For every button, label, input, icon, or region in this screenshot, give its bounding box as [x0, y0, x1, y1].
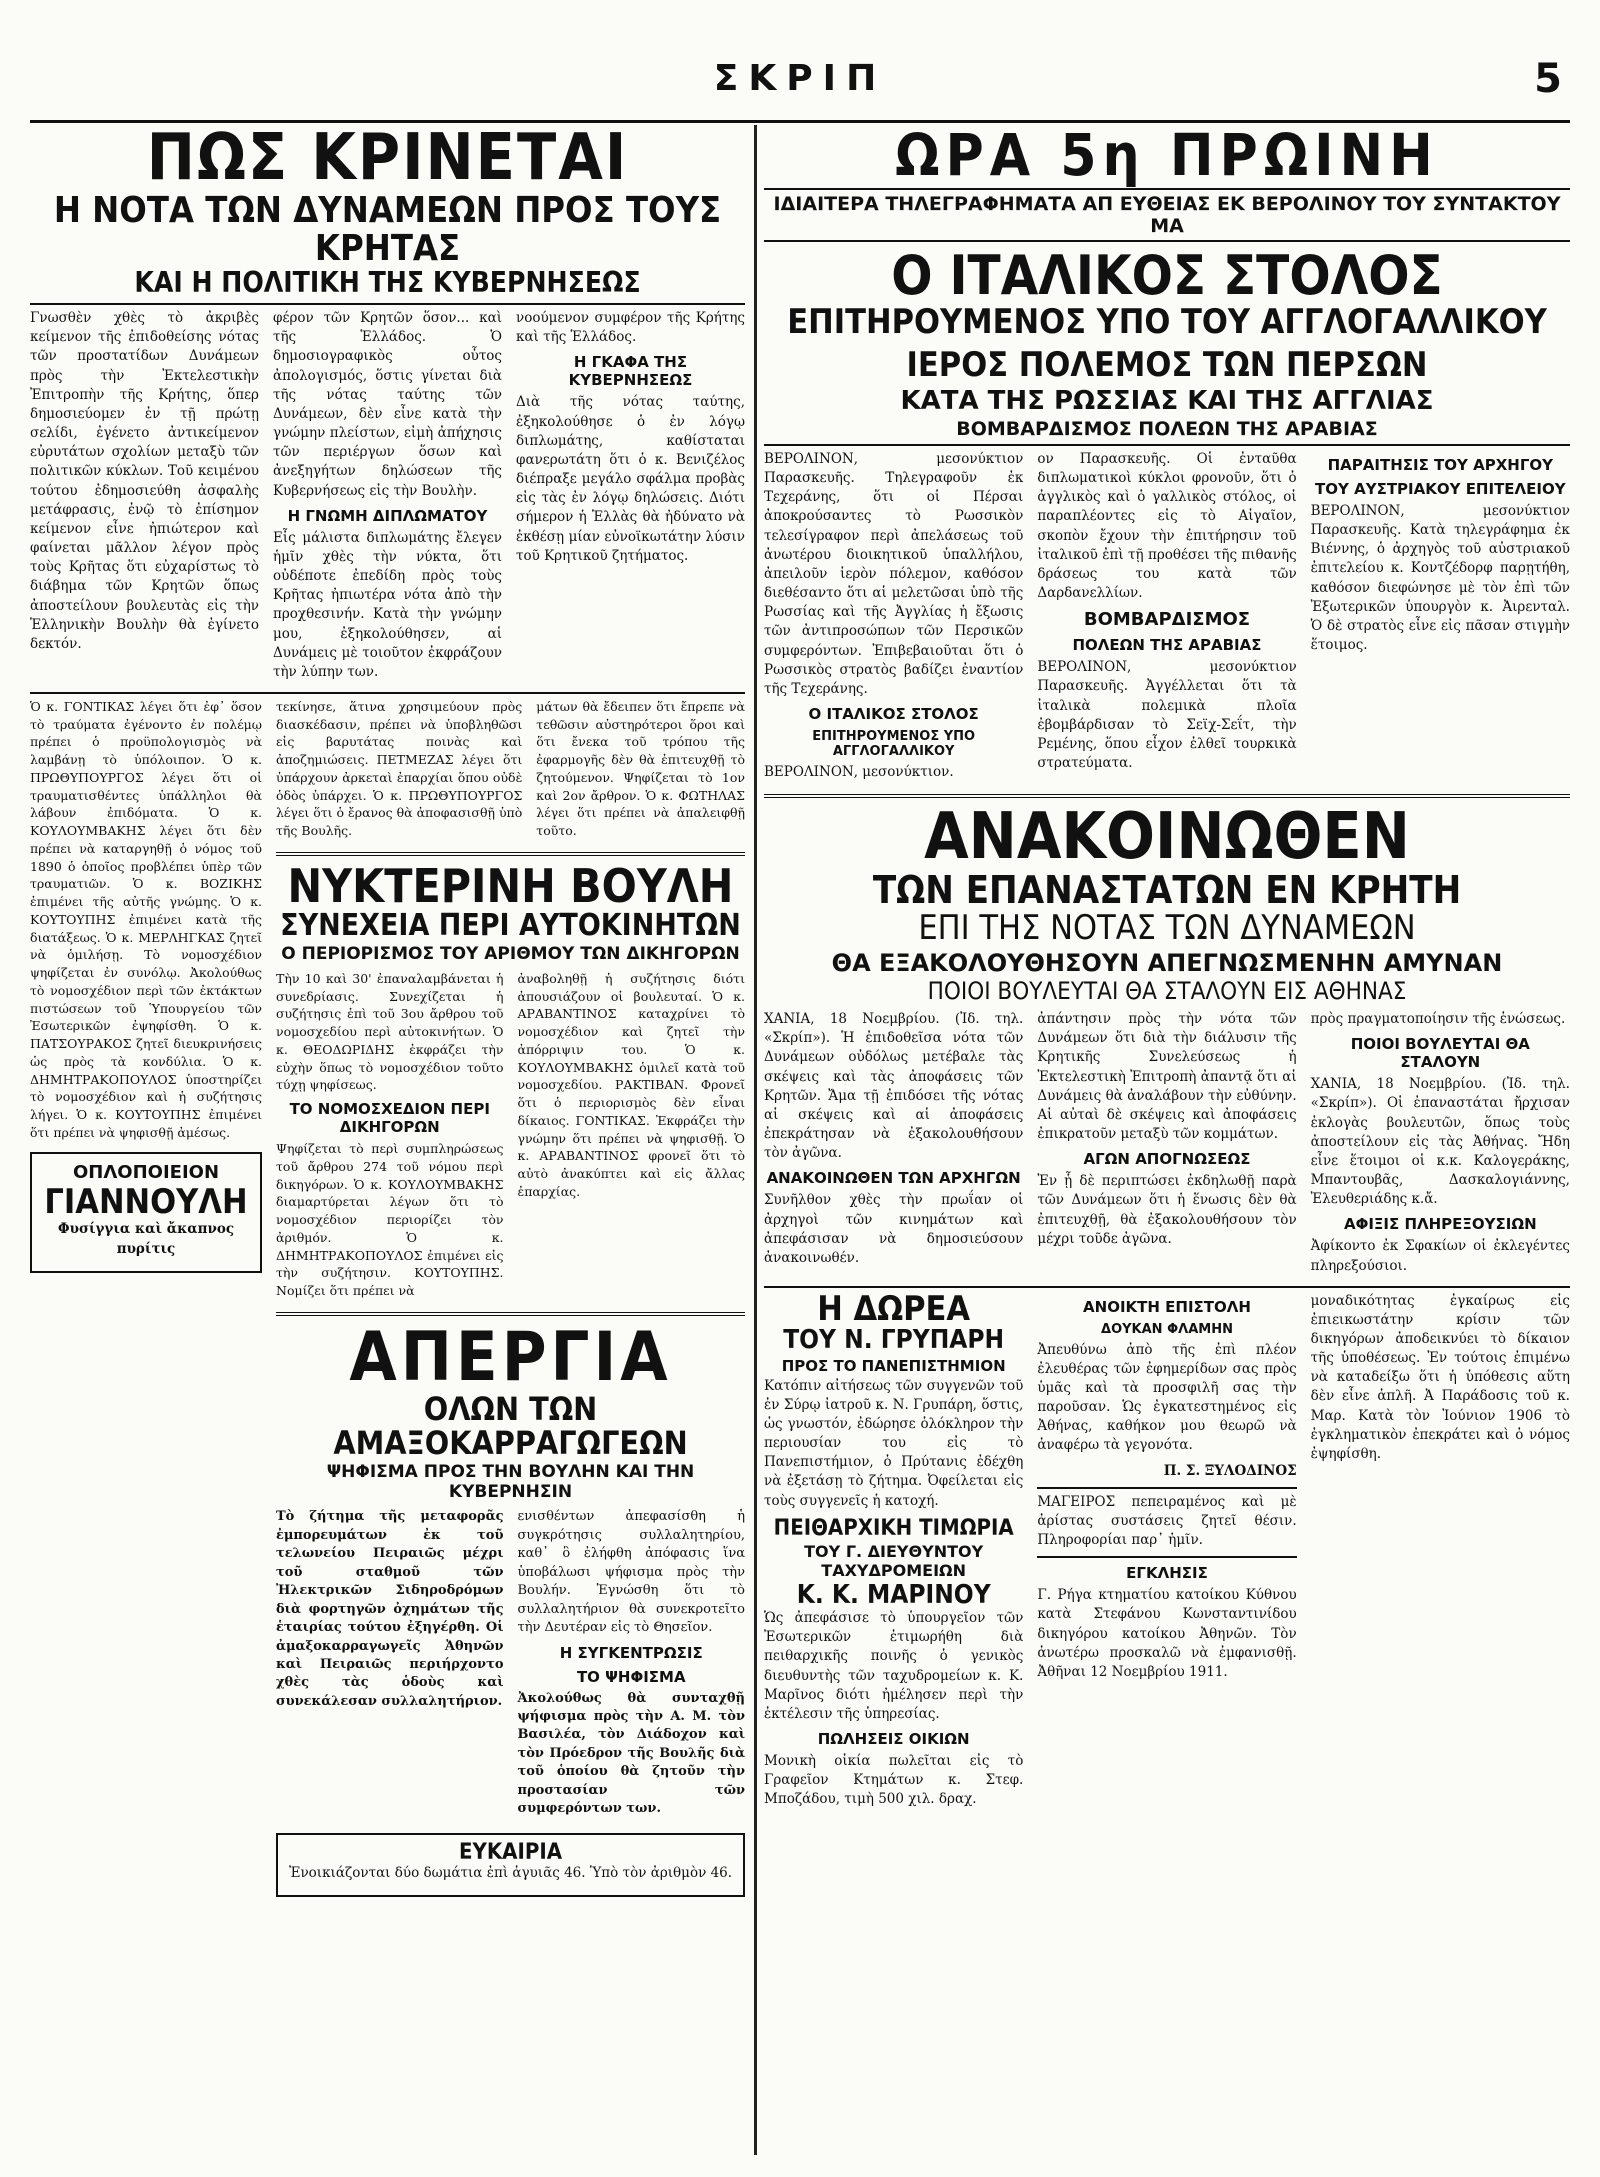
ad-name: ΓΙΑΝΝΟΥΛΗ	[44, 1181, 248, 1222]
section-heading: Ο ΙΤΑΛΙΚΟΣ ΣΤΟΛΟΣ	[808, 704, 979, 723]
article-text: πρὸς πραγματοποίησιν τῆς ἑνώσεως.	[1310, 1011, 1566, 1028]
signature: Π. Σ. ΞΥΛΟΔΙΝΟΣ	[1163, 1462, 1297, 1479]
far-right-column	[1311, 1292, 1570, 1816]
classified-text: ΜΑΓΕΙΡΟΣ πεπειραμένος καὶ μὲ ἀρίστας συστάσεις ζητεῖ θέσιν. Πληροφορίαι παρ᾽ ἡμῖν.	[1037, 1493, 1297, 1549]
section-heading: ΕΠΙΤΗΡΟΥΜΕΝΟΣ ΥΠΟ ΑΓΓΛΟΓΑΛΛΙΚΟΥ	[812, 728, 976, 759]
mid-column	[276, 698, 745, 1905]
ad-opportunity	[276, 1833, 745, 1897]
section-heading: ΠΟΙΟΙ ΒΟΥΛΕΥΤΑΙ ΘΑ ΣΤΑΛΟΥΝ	[1350, 1035, 1530, 1072]
headline-strike: ΑΠΕΡΓΙΑ	[349, 1317, 672, 1397]
strike-article	[276, 1508, 745, 1824]
section-heading: ΒΟΜΒΑΡΔΙΣΜΟΣ	[1083, 609, 1251, 631]
section-heading: ΑΦΙΞΙΣ ΠΛΗΡΕΞΟΥΣΙΩΝ	[1343, 1215, 1537, 1234]
article-text: ΒΕΡΟΛΙΝΟΝ, μεσονύκτιον Παρασκευῆς. Τηλεγραφοῦν ἐκ Τεχεράνης, ὅτι οἱ Πέρσαι ἀποκρούσαντες τὸ Ρωσσικὸν τελεσίγραφον περὶ ἀπελάσεως τοῦ ἀνωτέρου διοικητικοῦ ὑπαλλήλου, ἀπειλοῦν ἱερὸν πόλεμον, καθόσον διεθέσαντο ὅτι αἱ μελετῶσαι ὑπὸ τῆς Ρωσσίας καὶ τῆς Ἀγγλίας ἡ ἔξωσις τῶν ἀντιπροσώπων τῶν Περσικῶν συμφερόντων. Ἐπιβεβαιοῦται ὅτι ὁ Ρωσσικὸς στρατὸς βαδίζει ἐναντίον τῆς Τεχεράνης.	[764, 450, 1024, 697]
subhead-carters: ΟΛΩΝ ΤΩΝ ΑΜΑΞΟΚΑΡΡΑΓΩΓΕΩΝ	[333, 1390, 688, 1462]
section-heading: ΠΟΛΕΩΝ ΤΗΣ ΑΡΑΒΙΑΣ	[1072, 636, 1262, 655]
page-number: 5	[1534, 56, 1562, 102]
article-text: Γνωσθὲν χθὲς τὸ ἀκριβὲς κείμενον τῆς ἐπιδοθείσης νότας τῶν προστατίδων Δυνάμεων πρὸς τὴν Ἐκτελεστικὴν Ἐπιτροπὴν τῆς Κρήτης, ὅπερ δημοσιεύομεν ἐν τῇ πρώτῃ σελίδι, ἐγένετο ἀντικείμενον εὐρυτάτων σχολίων μεταξὺ τῶν πολιτικῶν κύκλων. Τοῦ κειμένου τούτου ἐδημοσιεύθη ἀσφαλὴς μετάφρασις, ἐνῷ τὸ ἐπίσημον κείμενον εἶνε ἠπιώτερον καὶ φαίνεται μᾶλλον λέγον πρὸς τοὺς Κρῆτας ὅτι εὐχαρίστως τὸ διάβημα τῶν Κρητῶν ὅπως ἀποστείλουν βουλευτὰς εἰς τὴν Ἑλληνικὴν Βουλὴν θὰ ἐγίνετο δεκτόν.	[30, 310, 259, 652]
subhead-lawyers: Ο ΠΕΡΙΟΡΙΣΜΟΣ ΤΟΥ ΑΡΙΘΜΟΥ ΤΩΝ ΔΙΚΗΓΟΡΩΝ	[281, 943, 740, 964]
announcement-article	[764, 1010, 1570, 1282]
headline-gift: Η ΔΩΡΕΑ	[817, 1288, 971, 1329]
parliament-proceedings	[30, 698, 262, 1905]
article-text: μοναδικότητας ἐγκαίρως εἰς ἐπιεικωστάτην κρίσιν τῶν δικηγόρων ἀποδεικνύει τὸ δίκαιον τῆς ὑποθέσεως. Ἐν τούτοις ἐπιμένω νὰ καταδείξω ὅτι ἡ ὑπόθεσις αὕτη δὲν εἶνε ἁπλῆ. Ἀ Παράδοσις τοῦ κ. Μαρ. Κατὰ τὸν Ἰούνιον 1906 τὸ ἐγκληματικὸν ἐπεκράτει καὶ ὁ νόμος ἐψηφίσθη.	[1310, 1292, 1570, 1462]
headline-5am: ΩΡΑ 5η ΠΡΩΙΝΗ	[895, 125, 1439, 189]
ad-title: ΟΠΛΟΠΟΙΕΙΟΝ	[72, 1161, 220, 1183]
ad-gunsmith	[30, 1152, 262, 1273]
ad-title: ΕΥΚΑΙΡΙΑ	[458, 1839, 563, 1865]
article-text: Τὴν 10 καὶ 30' ἐπαναλαμβάνεται ἡ συνεδρίασις. Συνεχίζεται ἡ συζήτησις ἐπὶ τοῦ 3ου ἄρθρου τοῦ νομοσχεδίου περὶ αὐτοκινήτων. Ὁ κ. ΘΕΟΔΩΡΙΔΗΣ ἐκφράζει τὴν εὐχὴν ὅπως τὸ νομοσχέδιον τοῦτο τύχῃ ψηφίσεως.	[276, 970, 504, 1093]
subhead-resolution: ΨΗΦΙΣΜΑ ΠΡΟΣ ΤΗΝ ΒΟΥΛΗΝ ΚΑΙ ΤΗΝ ΚΥΒΕΡΝΗΣΙΝ	[326, 1462, 695, 1503]
article-text: Ἀκολούθως θὰ συνταχθῇ ψήφισμα πρὸς τὴν Α. Μ. τὸν Βασιλέα, τὸν Διάδοχον καὶ τὸν Πρόεδρον τῆς Βουλῆς διὰ τοῦ ὁποίου θὰ ζητοῦν τὴν προστασίαν τῶν συμφερόντων των.	[517, 1690, 745, 1817]
subhead-university: ΠΡΟΣ ΤΟ ΠΑΝΕΠΙΣΤΗΜΙΟΝ	[781, 1356, 1006, 1375]
divider	[764, 444, 1570, 446]
newspaper-title: ΣΚΡΙΠ	[713, 58, 887, 99]
article-text: Γ. Ρήγα κτηματίου κατοίκου Κύθνου κατὰ Στεφάνου Κωνσταντινίδου δικηγόρου κατοίκου Ἀθηνῶν. Τὸν ἀνωτέρω προσκαλῶ νὰ ἐμφανισθῇ. Ἀθῆναι 12 Νοεμβρίου 1911.	[1037, 1587, 1297, 1680]
right-section	[764, 125, 1570, 2155]
article-text: ἀναβοληθῇ ἡ συζήτησις διότι ἀπουσιάζουν οἱ βουλευταί. Ὁ κ. ΑΡΑΒΑΝΤΙΝΟΣ καταχρίνει τὸ νομοσχέδιον καὶ ζητεῖ τὴν ἀπόρριψιν του. Ὁ κ. ΚΟΥΛΟΥΜΒΑΚΗΣ ὁμιλεῖ κατὰ τοῦ νομοσχεδίου. ΡΑΚΤΙΒΑΝ. Φρονεῖ ὅτι ὁ περιορισμὸς δὲν εἶναι δίκαιος. ΓΟΝΤΙΚΑΣ. Ἐκφράζει τὴν γνώμην ὅτι πρέπει νὰ ψηφισθῇ. Ὁ κ. ΑΡΑΒΑΝΤΙΝΟΣ φρονεῖ ὅτι τὸ αὐτὸ ἀνακύπτει καὶ εἰς ἄλλας ἐπαρχίας.	[517, 970, 745, 1199]
subhead-note-powers: Η ΝΟΤΑ ΤΩΝ ΔΥΝΑΜΕΩΝ ΠΡΟΣ ΤΟΥΣ ΚΡΗΤΑΣ	[53, 190, 722, 269]
column-divider	[754, 125, 757, 2155]
headline-italian-fleet: Ο ΙΤΑΛΙΚΟΣ ΣΤΟΛΟΣ	[891, 243, 1443, 307]
article-text: τεκίνησε, ἅτινα χρησιμεύουν πρὸς διασκέδασιν, πρέπει νὰ ὑποβληθῶσι εἰς βαρυτάτας ποινὰς καὶ ἀποζημιώσεις. ΠΕΤΜΕΖΑΣ λέγει ὅτι ὑπάρχουν ἀρκεταὶ ἐπαρχίαι ὅπου οὐδὲ ὁδὸς ὑπάρχει. Ὁ κ. ΠΡΩΘΥΠΟΥΡΓΟΣ λέγει ὅτι ὁ ἔρανος θὰ ἀποφασισθῇ ὑπὸ τῆς Βουλῆς.	[276, 698, 523, 839]
subhead-deputies: ΠΟΙΟΙ ΒΟΥΛΕΥΤΑΙ ΘΑ ΣΤΑΛΟΥΝ ΕΙΣ ΑΘΗΝΑΣ	[927, 976, 1407, 1005]
strap-telegrams: ΙΔΙΑΙΤΕΡΑ ΤΗΛΕΓΡΑΦΗΜΑΤΑ ΑΠ ΕΥΘΕΙΑΣ ΕΚ ΒΕΡΟΛΙΝΟΥ ΤΟΥ ΣΥΝΤΑΚΤΟΥ ΜΑ	[764, 188, 1570, 242]
telegrams-area	[764, 450, 1570, 788]
divider	[1037, 1556, 1296, 1558]
article-text: Διὰ τῆς νότας ταύτης, ἐξηκολούθησε ὁ ἐν λόγῳ διπλωμάτης, καθίσταται φανερωτάτη ὅτι ὁ κ. Βενιζέλος διέπραξε μεγάλο σφάλμα προβὰς εἰς τὰς ἐν λόγῳ δηλώσεις. Διότι σήμερον ἡ Ἑλλὰς θὰ ἠδύνατο νὰ ἐκθέσῃ μίαν εὐνοϊκωτάτην λύσιν τοῦ Κρητικοῦ ζητήματος.	[516, 394, 745, 564]
headline-announcement: ΑΝΑΚΟΙΝΩΘΕΝ	[924, 800, 1410, 875]
article-text: Ὡς ἀπεφάσισε τὸ ὑπουργεῖον τῶν Ἐσωτερικῶν ἐτιμωρήθη διὰ πειθαρχικῆς ποινῆς ὁ γενικὸς διευθυντὴς τῶν ταχυδρομείων κ. Κ. Μαρῖνος διότι ἠμέλησεν περὶ τὴν ἐκτέλεσιν τῆς ὑπηρεσίας.	[764, 1610, 1024, 1722]
article-text: ΒΕΡΟΛΙΝΟΝ, μεσονύκτιον Παρασκευῆς. Κατὰ τηλεγράφημα ἐκ Βιέννης, ὁ ἀρχηγὸς τοῦ αὐστριακοῦ ἐπιτελείου κ. Κοντζέδορφ παρῃτήθη, καθόσον διεφώνησε μὲ τὸν ἐπὶ τῶν Ἐξωτερικῶν ὑπουργὸν κ. Ἀιρενταλ. Ὁ δὲ στρατὸς εἶνε εἰς πᾶσαν στιγμὴν ἕτοιμος.	[1310, 502, 1570, 654]
headline-crete-note: ΠΩΣ ΚΡΙΝΕΤΑΙ	[146, 125, 629, 195]
section-heading: ΠΑΡΑΙΤΗΣΙΣ ΤΟΥ ΑΡΧΗΓΟΥ	[1327, 455, 1554, 474]
article-text: Ἀπευθύνω ἀπὸ τῆς ἐπὶ πλέον ἐλευθέρας τῶν ἐφημερίδων σας πρὸς ὑμᾶς καὶ τὰ προσφιλῆ σας τὴν παροῦσαν. Ὡς ἐγκατεστημένος εἰς Ἀθήνας, καθήκον μου θεωρῶ νὰ ἀναφέρω τὰ γεγονότα.	[1037, 1341, 1297, 1454]
section-heading: ΑΝΟΙΚΤΗ ΕΠΙΣΤΟΛΗ	[1083, 1297, 1251, 1316]
subhead-rebels-crete: ΤΩΝ ΕΠΑΝΑΣΤΑΤΩΝ ΕΝ ΚΡΗΤΗ	[872, 868, 1462, 913]
subhead-holy-war: ΙΕΡΟΣ ΠΟΛΕΜΟΣ ΤΩΝ ΠΕΡΣΩΝ	[906, 345, 1428, 386]
section-subheading: ΔΟΥΚΑΝ ΦΛΑΜΗΝ	[1101, 1321, 1233, 1337]
headline-discipline: ΠΕΙΘΑΡΧΙΚΗ ΤΙΜΩΡΙΑ	[773, 1515, 1014, 1541]
divider	[30, 303, 745, 305]
subhead-bombardment: ΒΟΜΒΑΡΔΙΣΜΟΣ ΠΟΛΕΩΝ ΤΗΣ ΑΡΑΒΙΑΣ	[956, 417, 1378, 440]
article-text: Κατόπιν αἰτήσεως τῶν συγγενῶν τοῦ ἐν Σύρῳ ἰατροῦ κ. Ν. Γρυπάρη, ὅστις, ὡς γνωστόν, ἐδώρησε ὁλόκληρον τὴν περιουσίαν του εἰς τὸ Πανεπιστήμιον, ὁ Πρύτανις ἐδέχθη νὰ ἐξετάσῃ τὸ ζήτημα. Ὀφείλεται εἰς τοὺς συγγενεῖς ἡ κατοχή.	[764, 1377, 1024, 1509]
bottom-right-area	[764, 1288, 1570, 1816]
ad-line: Φυσίγγια καὶ ἄκαπνος πυρίτις	[57, 1221, 235, 1257]
subhead-government-policy: ΚΑΙ Η ΠΟΛΙΤΙΚΗ ΤΗΣ ΚΥΒΕΡΝΗΣΕΩΣ	[134, 265, 641, 299]
section-heading: ΑΓΩΝ ΑΠΟΓΝΩΣΕΩΣ	[1083, 1150, 1251, 1169]
section-heading: ΤΟ ΝΟΜΟΣΧΕΔΙΟΝ ΠΕΡΙ ΔΙΚΗΓΟΡΩΝ	[289, 1100, 490, 1137]
subhead-grypari: ΤΟΥ Ν. ΓΡΥΠΑΡΗ	[783, 1325, 1005, 1356]
article-text: ΒΕΡΟΛΙΝΟΝ, μεσονύκτιον.	[764, 763, 954, 780]
divider	[764, 794, 1570, 798]
article-text: Ἀφίκοντο ἐκ Σφακίων οἱ ἐκλεγέντες πληρεξούσιοι.	[1310, 1238, 1570, 1274]
letter-and-notices	[1037, 1292, 1296, 1816]
divider	[276, 852, 745, 856]
section-heading: ΕΓΚΛΗΣΙΣ	[1126, 1564, 1208, 1583]
subhead-russia-england: ΚΑΤΑ ΤΗΣ ΡΩΣΣΙΑΣ ΚΑΙ ΤΗΣ ΑΓΓΛΙΑΣ	[900, 385, 1434, 416]
article-text: Ψηφίζεται τὸ περὶ συμπληρώσεως τοῦ ἄρθρου 274 τοῦ νόμου περὶ δικηγόρων. Ὁ κ. ΚΟΥΛΟΥΜΒΑΚΗΣ διαμαρτύρεται λέγων ὅτι τὸ νομοσχέδιον περιορίζει τὸν ἀριθμόν. Ὁ κ. ΔΗΜΗΤΡΑΚΟΠΟΥΛΟΣ ἐπιμένει εἰς τὴν συζήτησιν. ΚΟΥΤΟΥΠΗΣ. Νομίζει ὅτι πρέπει νὰ	[276, 1141, 504, 1299]
subhead-on-note: ΕΠΙ ΤΗΣ ΝΟΤΑΣ ΤΩΝ ΔΥΝΑΜΕΩΝ	[918, 908, 1416, 949]
subhead-cars: ΣΥΝΕΧΕΙΑ ΠΕΡΙ ΑΥΤΟΚΙΝΗΤΩΝ	[280, 908, 741, 944]
article-text: Ἐν ᾗ δὲ περιπτώσει ἐκδηλωθῇ παρὰ τῶν Δυνάμεων ὅτι ἡ ἕνωσις δὲν θὰ ἐπιτευχθῇ, θὰ ἐξακολουθήσουν τὸν μέχρι τοῦδε ἀγῶνα.	[1037, 1173, 1297, 1247]
section-heading: ΠΩΛΗΣΕΙΣ ΟΙΚΙΩΝ	[817, 1730, 970, 1749]
article-text: Ὁ κ. ΓΟΝΤΙΚΑΣ λέγει ὅτι ἐφ᾽ ὅσον τὸ τραύματα ἐγένοντο ἐν πολέμῳ πρέπει ὁ προϋπολογισμὸς νὰ λαμβάνῃ τὸ ὑπόλοιπον. Ὁ κ. ΠΡΩΘΥΠΟΥΡΓΟΣ λέγει ὅτι οἱ τραυματισθέντες ὑπάλληλοι θὰ λάβουν ἐπιδόματα. Ὁ κ. ΚΟΥΛΟΥΜΒΑΚΗΣ λέγει ὅτι δὲν πρέπει νὰ καταργηθῇ ὁ νόμος τοῦ 1890 ὁ ὁποῖος προβλέπει ὑπὲρ τῶν τραυματιῶν. Ὁ κ. ΒΟΖΙΚΗΣ ἐπιμένει τῆς αὐτῆς γνώμης. Ὁ κ. ΚΟΥΤΟΥΠΗΣ ἐπιμένει κατὰ τῆς διατάξεως. Ὁ κ. ΜΕΡΛΗΓΚΑΣ ζητεῖ νὰ ὁμιλήσῃ. Τὸ νομοσχέδιον ψηφίζεται ἐν συνόλῳ. Ἀκολούθως τὸ νομοσχέδιον περὶ τῶν ἐκτάκτων πιστώσεων τοῦ Ὑπουργείου τῶν Ἐσωτερικῶν ἐψηφίσθη. Ὁ κ. ΠΑΤΣΟΥΡΑΚΟΣ ζητεῖ διευκρινήσεις ὡς πρὸς τὰ κονδύλια. Ὁ κ. ΔΗΜΗΤΡΑΚΟΠΟΥΛΟΣ ὑποστηρίζει τὸ νομοσχέδιον καὶ ἡ συζήτησις λήγει. Ὁ κ. ΚΟΥΤΟΥΠΗΣ ἐπιμένει ὅτι πρέπει νὰ ψηφισθῇ ἀμέσως.	[30, 698, 262, 1140]
left-section	[30, 125, 745, 2155]
masthead	[30, 50, 1570, 123]
article-text: ον Παρασκευῆς. Οἱ ἐνταῦθα διπλωματικοὶ κύκλοι φρονοῦν, ὅτι ὁ ἀγγλικὸς καὶ ὁ γαλλικὸς στόλος, οἱ παραπλέοντες εἰς τὸ Αἰγαῖον, σκοπὸν ἔχουν τὴν ἐπιτήρησιν τοῦ ἰταλικοῦ ἐπὶ τῇ προθέσει τῆς πιθανῆς δράσεως του κατὰ τῶν Δαρδανελλίων.	[1037, 450, 1297, 602]
article-text: Τὸ ζήτημα τῆς μεταφορᾶς ἐμπορευμάτων ἐκ τοῦ τελωνείου Πειραιῶς μέχρι τοῦ σταθμοῦ τῶν Ἠλεκτρικῶν Σιδηροδρόμων διὰ φορτηγῶν ὀχημάτων τῆς ἑταιρίας τούτου ἐξηγέρθη. Οἱ ἀμαξοκαρραγωγεῖς Ἀθηνῶν καὶ Πειραιῶς περιήρχοντο χθὲς τὰς ὁδοὺς καὶ συνεκάλεσαν συλλαλητήριον.	[276, 1509, 504, 1709]
night-parliament-article	[276, 970, 745, 1306]
lower-left-area	[30, 698, 745, 1905]
divider	[276, 1312, 745, 1316]
article-text: ενισθέντων ἀπεφασίσθη ἡ συγκρότησις συλλαλητηρίου, καθ᾽ ὃ ἐλήφθη ἀπόφασις ἵνα ὑποβάλωσι ψήφισμα πρὸς τὴν Βουλήν. Ἐγνώσθη ὅτι τὸ συλλαλητήριον θὰ συνεκροτεῖτο τὴν Δευτέραν εἰς τὸ Θησεῖον.	[517, 1509, 745, 1636]
article-text: Εἷς μάλιστα διπλωμάτης ἔλεγεν ἡμῖν χθὲς τὴν νύκτα, ὅτι οὐδέποτε ἐπεδίδη πρὸς τοὺς Κρῆτας ἠπιωτέρα νότα ἀπὸ τὴν προχθεσινήν. Κατὰ τὴν γνώμην μου, ἐξηκολούθησεν, αἱ Δυνάμεις μὲ τοιοῦτον ἐκφράζουν τὴν λύπην των.	[273, 529, 502, 680]
article-text: ἀπάντησιν πρὸς τὴν νότα τῶν Δυνάμεων ὅτι διὰ τὴν διάλυσιν τῆς Κρητικῆς Συνελεύσεως ἡ Ἐκτελεστικὴ Ἐπιτροπὴ ἀπαντᾷ ὅτι αἱ Δυνάμεις θὰ ἀναλάβουν τὴν εὐθύνην. Αἱ αὐταὶ δὲ σκέψεις καὶ ἀποφάσεις ἐπικρατοῦν μεταξὺ τῶν κομμάτων.	[1037, 1011, 1297, 1143]
article-crete-note	[30, 309, 745, 688]
article-text: μάτων θὰ ἔδειπεν ὅτι ἔπρεπε νὰ τεθῶσιν αὐστηρότεροι ὅροι καὶ ὅτι ἔνεκα τοῦ τρόπου τῆς ἐφαρμογῆς δὲν θὰ ἐπιτευχθῇ τὸ ζητούμενον. Ψηφίζεται τὸ 1ον καὶ 2ον ἄρθρον. Ὁ κ. ΦΩΤΗΛΑΣ λέγει ὅτι πρέπει νὰ ἀπαλειφθῇ τοῦτο.	[536, 698, 745, 839]
article-text: Μονικὴ οἰκία πωλεῖται εἰς τὸ Γραφεῖον Κτημάτων κ. Στεφ. Μποζάδου, τιμὴ 500 χιλ. δραχ.	[764, 1753, 1024, 1808]
headline-night-parliament: ΝΥΚΤΕΡΙΝΗ ΒΟΥΛΗ	[287, 858, 734, 913]
divider	[30, 692, 745, 694]
article-text: ΧΑΝΙΑ, 18 Νοεμβρίου. (Ἰδ. τηλ. «Σκρίπ»). Οἱ ἐπαναστάται ἤρχισαν ἐκλογὰς βουλευτῶν, ὅπως τοὺς ἀποστείλουν εἰς τὰς Ἀθήνας. Ἤδη εἶνε ἕτοιμοι οἱ κ.κ. Καλογεράκης, Μπαντουβᾶς, Δασκαλογιάννης, Ἐλευθεριάδης κ.ἄ.	[1310, 1076, 1570, 1208]
article-text: νοούμενον συμφέρον τῆς Κρήτης καὶ τῆς Ἑλλάδος.	[516, 310, 745, 346]
divider	[1037, 1487, 1296, 1489]
subhead-post-director: ΤΟΥ Γ. ΔΙΕΥΘΥΝΤΟΥ ΤΑΧΥΔΡΟΜΕΙΩΝ	[804, 1541, 984, 1580]
continuing-text	[276, 698, 745, 846]
article-text: ΒΕΡΟΛΙΝΟΝ, μεσονύκτιον Παρασκευῆς. Ἀγγέλλεται ὅτι τὰ ἰταλικὰ πολεμικὰ πλοῖα ἐβομβάρδισαν τὸ Σεϊχ-Σεΐτ, τὴν Ρεμένης, ὅπου εἶχον ἐλθεῖ τουρκικὰ στρατεύματα.	[1037, 659, 1297, 771]
section-heading: Η ΓΝΩΜΗ ΔΙΠΛΩΜΑΤΟΥ	[287, 506, 488, 525]
subhead-defense: ΘΑ ΕΞΑΚΟΛΟΥΘΗΣΟΥΝ ΑΠΕΓΝΩΣΜΕΝΗΝ ΑΜΥΝΑΝ	[831, 948, 1503, 977]
article-text: Συνῆλθον χθὲς τὴν πρωΐαν οἱ ἀρχηγοὶ τῶν κινημάτων καὶ ἀπεφάσισαν νὰ δημοσιεύσουν ἀνακοινωθέν.	[764, 1192, 1024, 1266]
section-heading: Η ΓΚΑΦΑ ΤΗΣ ΚΥΒΕΡΝΗΣΕΩΣ	[568, 353, 693, 390]
section-heading: ΑΝΑΚΟΙΝΩΘΕΝ ΤΩΝ ΑΡΧΗΓΩΝ	[766, 1169, 1021, 1188]
section-heading: ΤΟΥ ΑΥΣΤΡΙΑΚΟΥ ΕΠΙΤΕΛΕΙΟΥ	[1315, 479, 1566, 498]
section-heading: ΤΟ ΨΗΦΙΣΜΑ	[576, 1667, 686, 1686]
article-text: ΧΑΝΙΑ, 18 Νοεμβρίου. (Ἰδ. τηλ. «Σκρίπ»). Ἡ ἐπιδοθεῖσα νότα τῶν Δυνάμεων οὐδόλως μετέβαλε τὰς σκέψεις καὶ τὰς ἀποφάσεις τῶν Κρητῶν. Ἄμα τῇ ἐπιδόσει τῆς νότας αἱ σκέψεις καὶ αἱ ἀποφάσεις ἐπεκράτησαν νὰ ἐξακολουθήσουν τὸν ἀγῶνα.	[764, 1011, 1024, 1162]
section-heading: Η ΣΥΓΚΕΝΤΡΩΣΙΣ	[559, 1643, 703, 1662]
subhead-watched: ΕΠΙΤΗΡΟΥΜΕΝΟΣ ΥΠΟ ΤΟΥ ΑΓΓΛΟΓΑΛΛΙΚΟΥ	[787, 301, 1547, 342]
gift-and-post	[764, 1288, 1024, 1816]
ad-text: Ἐνοικιάζονται δύο δωμάτια ἐπὶ ἀγυιᾶς 46. Ὑπὸ τὸν ἀριθμὸν 46.	[288, 1864, 733, 1881]
article-text: φέρον τῶν Κρητῶν ὅσον... καὶ τῆς Ἑλλάδος. Ὁ δημοσιογραφικὸς οὗτος ἀπολογισμός, ὅστις γίνεται διὰ τῆς νότας ταύτης τῶν Δυνάμεων, δὲν εἶνε κατὰ τὴν γνώμην πλείστων, εἰμὴ ἀπήχησις τῶν περιέργων ὅσων καὶ ἀνεξηγήτων δηλώσεων τῆς Κυβερνήσεως εἰς τὴν Βουλὴν.	[273, 310, 502, 499]
divider	[764, 1286, 1570, 1288]
subhead-marinou: Κ. Κ. ΜΑΡΙΝΟΥ	[796, 1579, 991, 1610]
